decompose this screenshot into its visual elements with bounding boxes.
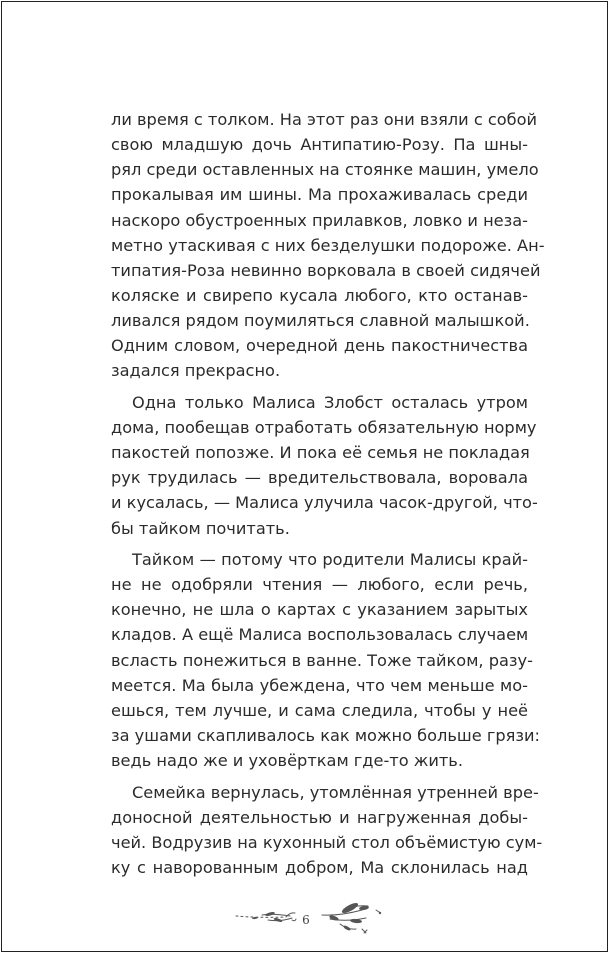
text-line: рук трудилась — вредительствовала, воровала bbox=[111, 468, 528, 488]
text-line: пакостей попозже. И пока её семья не покладая bbox=[111, 443, 530, 463]
text-line: всласть понежиться в ванне. Тоже тайком, разу- bbox=[111, 650, 533, 670]
text-line: Тайком — потому что родители Малисы край- bbox=[132, 549, 528, 569]
text-line: рял среди оставленных на стоянке машин, умело bbox=[111, 160, 539, 180]
text-line: ку с наворованным добром, Ма склонилась над bbox=[111, 857, 528, 877]
text-line: наскоро обустроенных прилавков, ловко и неза- bbox=[111, 210, 528, 230]
text-line: конечно, не шла о картах с указанием зарытых bbox=[111, 600, 528, 620]
paragraph bbox=[111, 390, 538, 541]
text-line: меется. Ма была убеждена, что чем меньше мо- bbox=[111, 675, 528, 695]
text-line: чей. Водрузив на кухонный стол объёмистую сум- bbox=[111, 832, 543, 852]
text-line: бы тайком почитать. bbox=[111, 518, 290, 538]
text-line: ведь надо же и уховёрткам где-то жить. bbox=[111, 751, 463, 771]
paragraph bbox=[111, 547, 540, 773]
text-line: и кусалась, — Малиса улучила часок-другой, что- bbox=[111, 493, 538, 513]
text-line: доносной деятельностью и нагруженная добы- bbox=[111, 807, 528, 827]
text-line: прокалывая им шины. Ма прохаживалась среди bbox=[111, 185, 528, 205]
text-line: свою младшую дочь Антипатию-Розу. Па шны- bbox=[111, 135, 528, 155]
text-line: кладов. А ещё Малиса воспользовалась случаем bbox=[111, 625, 529, 645]
text-line: ливался рядом поумиляться славной малышкой. bbox=[111, 311, 530, 331]
text-line: дома, пообещав отработать обязательную норму bbox=[111, 417, 537, 437]
paragraph bbox=[111, 780, 543, 881]
text-line: за ушами скапливалось как можно больше грязи: bbox=[111, 725, 540, 745]
text-line: Одна только Малиса Злобст осталась утром bbox=[132, 392, 528, 412]
body-text bbox=[111, 107, 545, 886]
paragraph bbox=[111, 107, 545, 384]
page-footer bbox=[0, 896, 611, 946]
text-line: не не одобряли чтения — любого, если речь, bbox=[111, 575, 528, 595]
text-line: задался прекрасно. bbox=[111, 361, 281, 381]
text-line: Одним словом, очередной день пакостничества bbox=[111, 336, 528, 356]
text-line: Семейка вернулась, утомлённая утренней вре- bbox=[132, 782, 539, 802]
text-line: коляске и свирепо кусала любого, кто останав- bbox=[111, 285, 528, 305]
text-line: ли время с толком. На этот раз они взяли с собой bbox=[111, 110, 538, 129]
page-number: 6 bbox=[302, 913, 310, 927]
text-line: ешься, тем лучше, и сама следила, чтобы у неё bbox=[111, 700, 528, 720]
text-line: метно утаскивая с них безделушки подороже. Ан- bbox=[111, 235, 545, 255]
text-line: типатия-Роза невинно ворковала в своей сидячей bbox=[111, 260, 541, 280]
